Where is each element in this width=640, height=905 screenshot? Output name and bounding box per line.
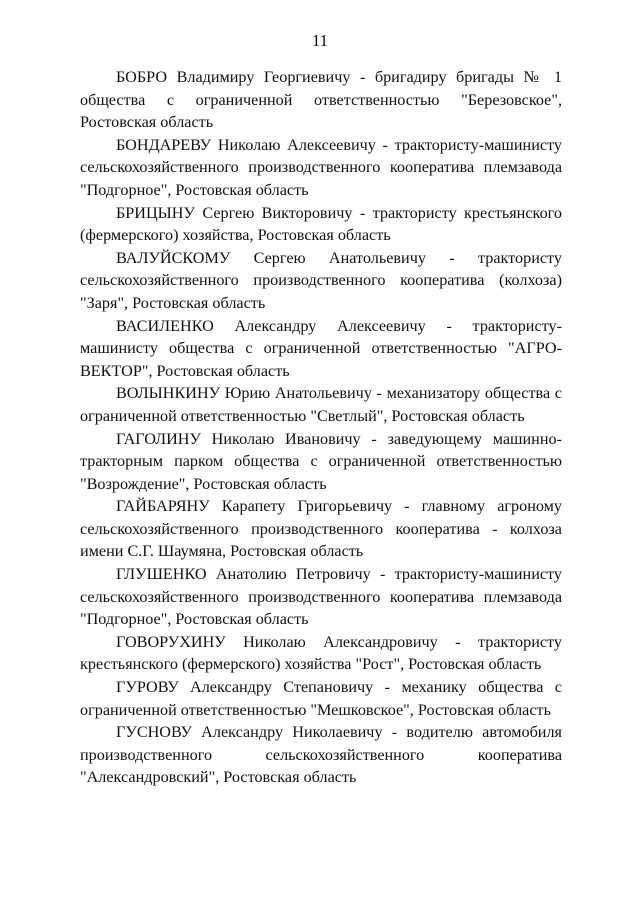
list-item: БОБРО Владимиру Георгиевичу - бригадиру бригады № 1 общества с ограниченной ответственностью "Березовское", Ростовская область [80,68,562,132]
list-item: ГУСНОВУ Александру Николаевичу - водителю автомобиля производственного сельскохозяйственного кооператива "Александровский", Ростовская область [80,723,562,787]
award-list [80,66,562,789]
list-item: ВОЛЫНКИНУ Юрию Анатольевичу - механизатору общества с ограниченной ответственностью "Светлый", Ростовская область [80,384,562,425]
list-item: ВАЛУЙСКОМУ Сергею Анатольевичу - трактористу сельскохозяйственного производственного кооператива (колхоза) "Заря", Ростовская область [80,248,562,312]
list-item: ГЛУШЕНКО Анатолию Петровичу - трактористу-машинисту сельскохозяйственного производственного кооператива племзавода "Подгорное", Ростовская область [80,565,562,629]
list-item: ГАЙБАРЯНУ Карапету Григорьевичу - главному агроному сельскохозяйственного производственного кооператива - колхоза имени С.Г. Шаумяна, Ростовская область [80,497,562,561]
list-item: ГАГОЛИНУ Николаю Ивановичу - заведующему машинно-тракторным парком общества с ограниченной ответственностью "Возрождение", Ростовская область [80,429,562,493]
list-item: ГОВОРУХИНУ Николаю Александровичу - трактористу крестьянского (фермерского) хозяйства "Рост", Ростовская область [80,632,562,674]
list-item: БРИЦЫНУ Сергею Викторовичу - трактористу крестьянского (фермерского) хозяйства, Ростовская область [80,203,562,245]
list-item: ВАСИЛЕНКО Александру Алексеевичу - трактористу-машинисту общества с ограниченной ответственностью "АГРО-ВЕКТОР", Ростовская область [80,316,562,380]
list-item: ГУРОВУ Александру Степановичу - механику общества с ограниченной ответственностью "Мешковское", Ростовская область [80,678,562,719]
list-item: БОНДАРЕВУ Николаю Алексеевичу - трактористу-машинисту сельскохозяйственного производственного кооператива племзавода "Подгорное", Ростовская область [80,135,562,199]
page-number: 11 [311,31,329,50]
